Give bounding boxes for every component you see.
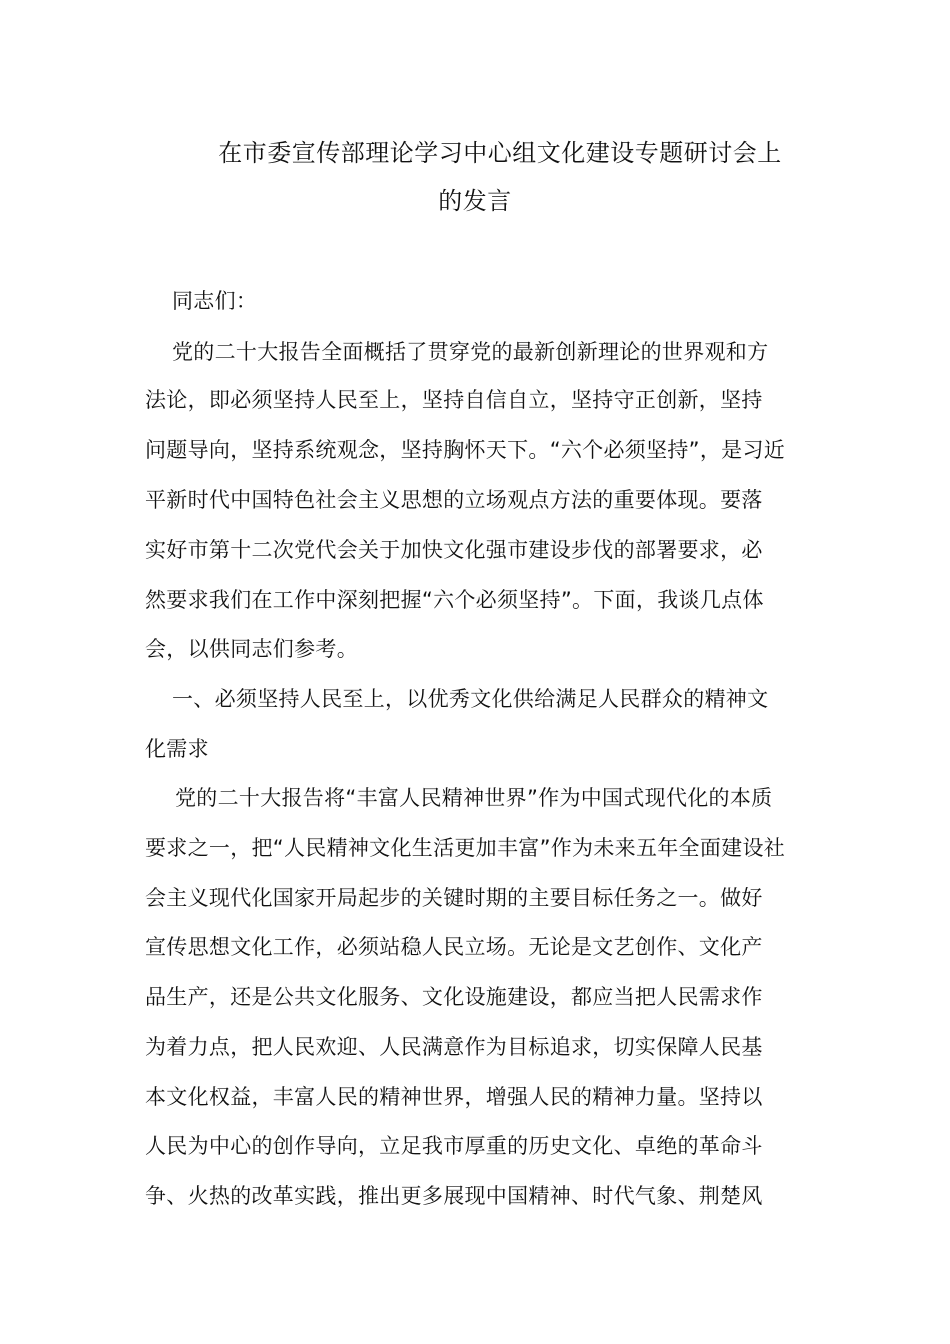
salutation: 同志们：	[172, 289, 258, 313]
paragraph-line: 会，以供同志们参考。	[145, 637, 358, 661]
paragraph-line: 为着力点，把人民欢迎、人民满意作为目标追求，切实保障人民基	[145, 1035, 763, 1059]
paragraph-line: 然要求我们在工作中深刻把握“六个必须坚持”。下面，我谈几点体	[145, 588, 764, 612]
section-heading-line: 化需求	[145, 737, 209, 761]
paragraph-line: 党的二十大报告全面概括了贯穿党的最新创新理论的世界观和方	[172, 340, 769, 364]
paragraph-line: 平新时代中国特色社会主义思想的立场观点方法的重要体现。要落	[145, 488, 763, 512]
paragraph-line: 问题导向，坚持系统观念，坚持胸怀天下。“六个必须坚持”，是习近	[145, 438, 786, 462]
paragraph-line: 要求之一，把“人民精神文化生活更加丰富”作为未来五年全面建设社	[145, 836, 786, 860]
document-title-line-2: 的发言	[438, 187, 512, 215]
section-heading-line: 一、必须坚持人民至上，以优秀文化供给满足人民群众的精神文	[172, 687, 769, 711]
paragraph-line: 宣传思想文化工作，必须站稳人民立场。无论是文艺创作、文化产	[145, 935, 763, 959]
paragraph-line: 实好市第十二次党代会关于加快文化强市建设步伐的部署要求，必	[145, 538, 763, 562]
paragraph-line: 品生产，还是公共文化服务、文化设施建设，都应当把人民需求作	[145, 985, 763, 1009]
paragraph-line: 本文化权益，丰富人民的精神世界，增强人民的精神力量。坚持以	[145, 1085, 763, 1109]
paragraph-line: 法论，即必须坚持人民至上，坚持自信自立，坚持守正创新，坚持	[145, 388, 763, 412]
paragraph-line: 党的二十大报告将“丰富人民精神世界”作为中国式现代化的本质	[175, 786, 773, 810]
paragraph-line: 人民为中心的创作导向，立足我市厚重的历史文化、卓绝的革命斗	[145, 1134, 763, 1158]
document-title-line-1: 在市委宣传部理论学习中心组文化建设专题研讨会上	[218, 139, 782, 167]
paragraph-line: 会主义现代化国家开局起步的关键时期的主要目标任务之一。做好	[145, 886, 763, 910]
paragraph-line: 争、火热的改革实践，推出更多展现中国精神、时代气象、荆楚风	[145, 1184, 763, 1208]
